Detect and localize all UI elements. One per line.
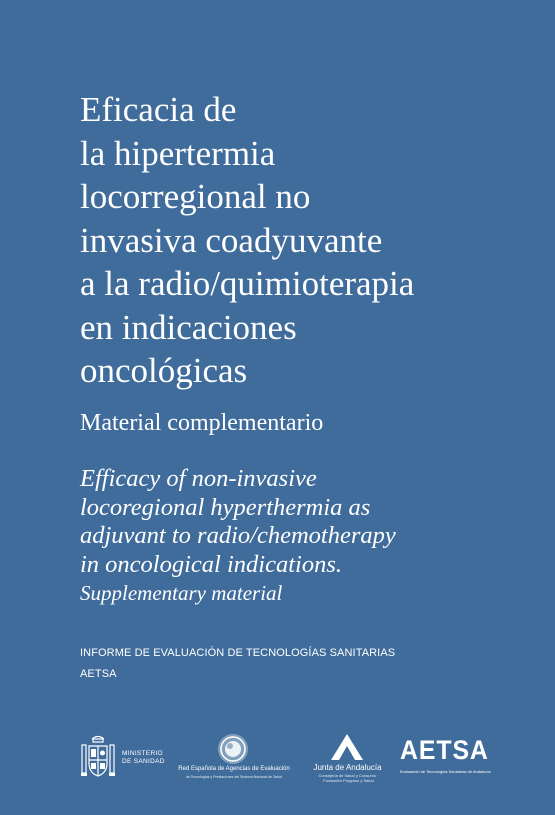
junta-name: Junta de Andalucía [313,763,382,772]
title-line: Eficacia de [80,90,237,129]
ministerio-sanidad-logo [78,733,173,783]
title-line: en indicaciones [80,307,297,347]
redets-emblem-icon [217,733,249,765]
aetsa-tagline: Evaluación de Tecnologías Sanitarias de Andalucía [400,769,491,774]
redets-name: Red Española de Agencias de Evaluación [178,766,290,772]
title-line: a la radio/quimioterapia [80,264,415,303]
spanish-subtitle: Material complementario [80,410,324,436]
coat-of-arms-icon [78,733,118,781]
english-title [80,465,540,608]
title-line: oncológicas [80,351,248,390]
junta-emblem-icon [329,733,365,761]
report-type-line: INFORME DE EVALUACIÓN DE TECNOLOGÍAS SANITARIAS [80,647,396,659]
spanish-title [80,88,540,393]
junta-department: Consejería de Salud y Consumo · Fundación Progreso y Salud [318,773,379,783]
ministerio-label [122,750,165,766]
report-type [80,643,395,685]
english-title-line: locoregional hyperthermia as [80,493,371,521]
junta-andalucia-logo [305,733,390,789]
ministerio-label-line: MINISTERIO [122,750,163,757]
english-title-line: adjuvant to radio/chemotherapy [80,522,396,549]
report-type-line: AETSA [80,668,117,680]
english-subtitle: Supplementary material [80,581,283,605]
title-line: locorregional no [80,177,311,216]
aetsa-wordmark: AETSA [400,735,489,765]
title-line: invasiva coadyuvante [80,220,383,260]
english-title-line: in oncological indications. [80,550,342,578]
redets-subname: de Tecnologías y Prestaciones del Sistema Nacional de Salud [185,775,283,779]
title-line: la hipertermia [80,133,276,173]
aetsa-logo [400,735,490,785]
ministerio-label-line: DE SANIDAD [122,758,165,765]
english-title-line: Efficacy of non-invasive [80,465,317,492]
redets-logo [176,733,292,789]
